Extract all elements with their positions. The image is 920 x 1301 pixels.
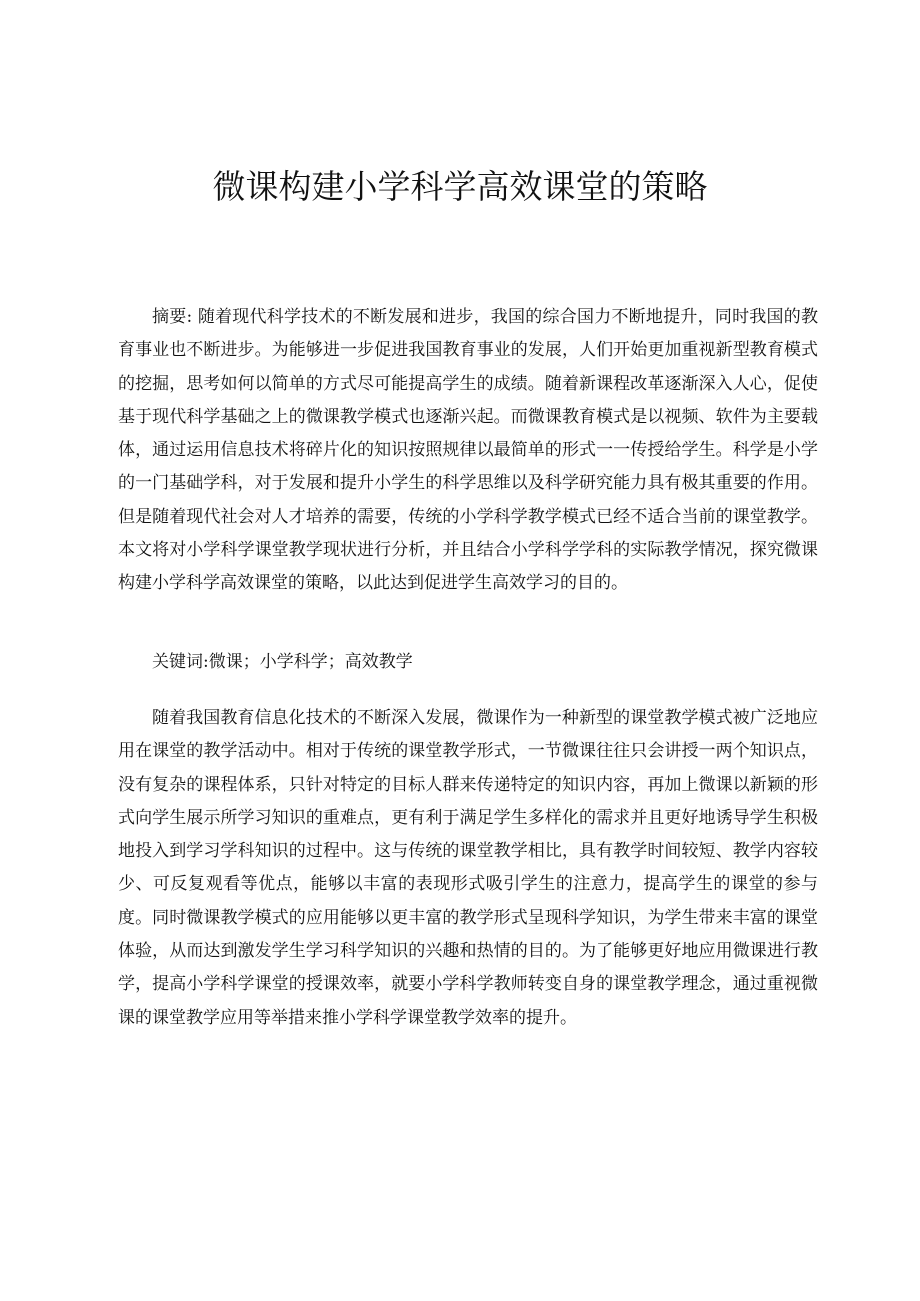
keywords-paragraph — [118, 646, 818, 679]
keywords-label: 关键词: — [152, 652, 209, 672]
keywords-text: 微课；小学科学；高效教学 — [208, 652, 413, 672]
abstract-text: 随着现代科学技术的不断发展和进步，我国的综合国力不断地提升，同时我国的教育事业也不断进步。为能够进一步促进我国教育事业的发展，人们开始更加重视新型教育模式的挖掘，思考如何以简单的方式尽可能提高学生的成绩。随着新课程改革逐渐深入人心，促使基于现代科学基础之上的微课教学模式也逐渐兴起。而微课教育模式是以视频、软件为主要载体，通过运用信息技术将碎片化的知识按照规律以最简单的形式一一传授给学生。科学是小学的一门基础学科，对于发展和提升小学生的科学思维以及科学研究能力具有极其重要的作用。但是随着现代社会对人才培养的需要，传统的小学科学教学模式已经不适合当前的课堂教学。本文将对小学科学课堂教学现状进行分析，并且结合小学科学学科的实际教学情况，探究微课构建小学科学高效课堂的策略，以此达到促进学生高效学习的目的。 — [118, 307, 819, 594]
document-title: 微课构建小学科学高效课堂的策略 — [212, 167, 708, 206]
abstract-label: 摘要: — [152, 307, 193, 327]
intro-paragraph: 随着我国教育信息化技术的不断深入发展，微课作为一种新型的课堂教学模式被广泛地应用在课堂的教学活动中。相对于传统的课堂教学形式，一节微课往往只会讲授一两个知识点，没有复杂的课程体系，只针对特定的目标人群来传递特定的知识内容，再加上微课以新颖的形式向学生展示所学习知识的重难点，更有利于满足学生多样化的需求并且更好地诱导学生积极地投入到学习学科知识的过程中。这与传统的课堂教学相比，具有教学时间较短、教学内容较少、可反复观看等优点，能够以丰富的表现形式吸引学生的注意力，提高学生的课堂的参与度。同时微课教学模式的应用能够以更丰富的教学形式呈现科学知识，为学生带来丰富的课堂体验，从而达到激发学生学习科学知识的兴趣和热情的目的。为了能够更好地应用微课进行教学，提高小学科学课堂的授课效率，就要小学科学教师转变自身的课堂教学理念，通过重视微课的课堂教学应用等举措来推小学科学课堂教学效率的提升。 — [118, 708, 818, 1028]
abstract-paragraph — [118, 301, 818, 601]
